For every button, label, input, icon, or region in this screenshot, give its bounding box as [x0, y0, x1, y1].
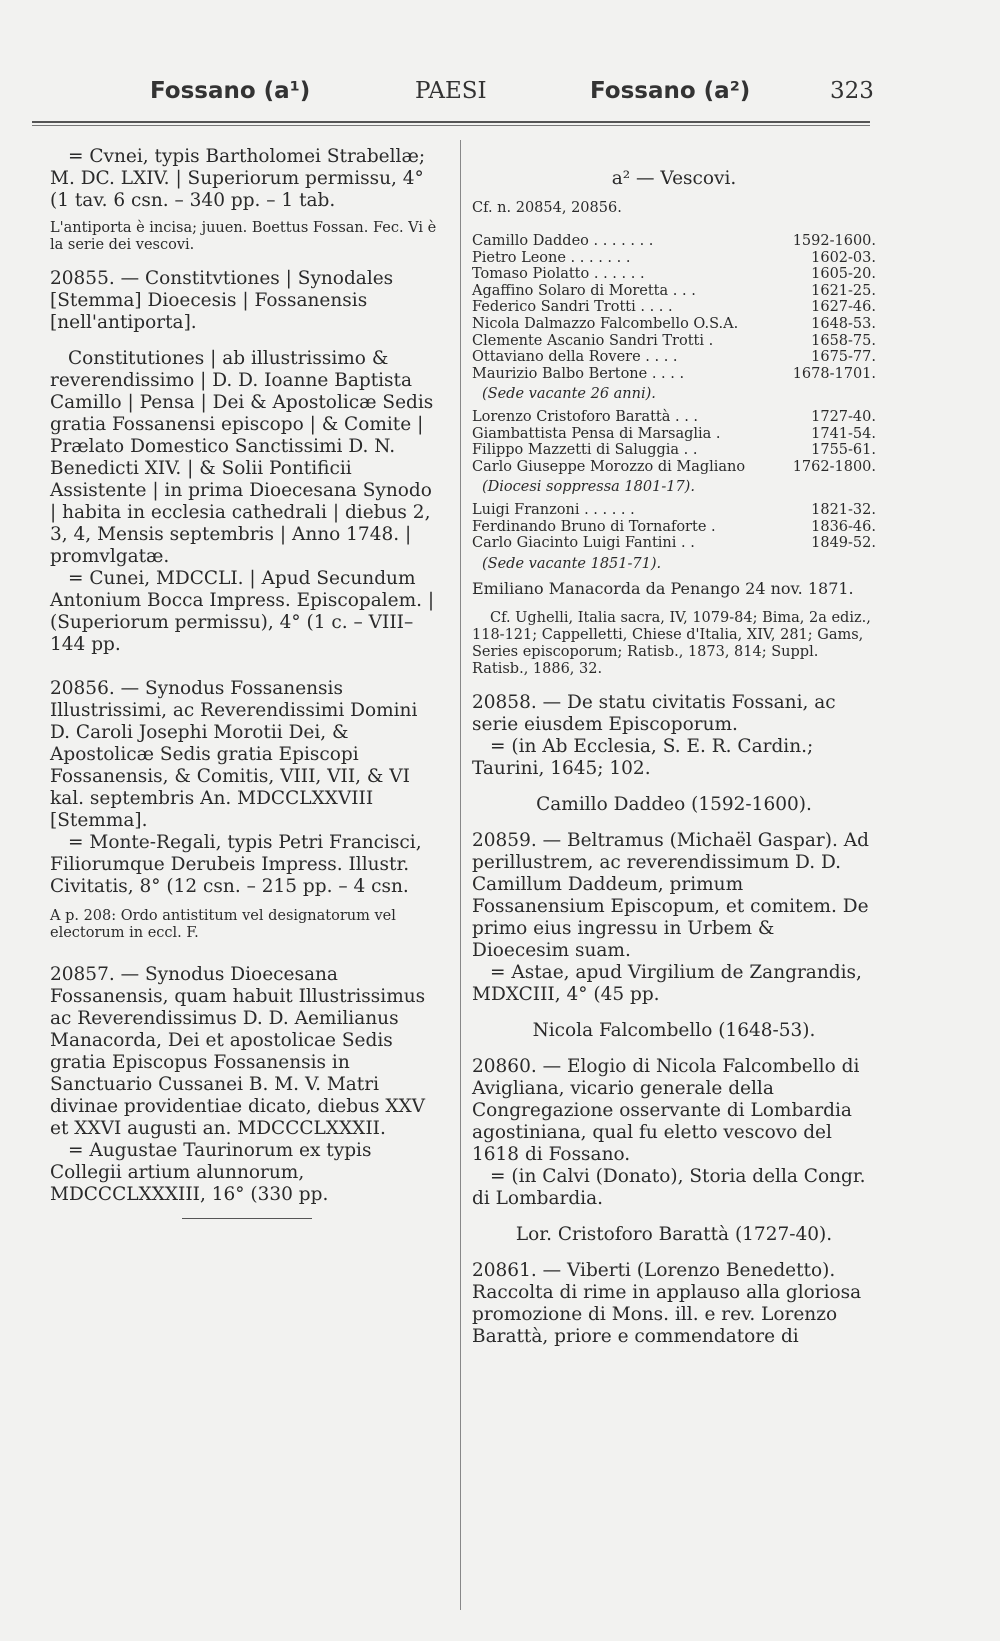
header-rule [32, 121, 870, 123]
left-column [50, 146, 443, 1231]
page-number: 323 [830, 78, 874, 104]
running-head-left: Fossano (a¹) [150, 78, 311, 104]
entry-20860-body: 20860. — Elogio di Nicola Falcombello di Avigliana, vicario generale della Congregazione osservante di Lombardia agostiniana, qual fu eletto vescovo del 1618 di Fossano. [472, 1056, 860, 1166]
subheading-baratta: Lor. Cristoforo Barattà (1727-40). [515, 1224, 833, 1246]
entry-20857-imprint: = Augustae Taurinorum ex typis Collegii artium alunnorum, MDCCCLXXXIII, 16° (330 pp. [50, 1140, 372, 1205]
bishop-row: Ottaviano della Rovere . . . . 1675-77. [472, 349, 876, 366]
bishop-row: Tomaso Piolatto . . . . . . 1605-20. [472, 266, 876, 283]
entry-20856-body: 20856. — Synodus Fossanensis Illustrissimi, ac Reverendissimi Domini D. Caroli Josephi Morotii Dei, & Apostolicæ Sedis gratia Episcopi Fossanensis, & Comitis, VIII, VII, & VI kal. septembris An. MDCCLXXVIII [Stemma]. [50, 678, 418, 831]
entry-note: L'antiporta è incisa; juuen. Boettus Fossan. Fec. Vi è la serie dei vescovi. [50, 220, 437, 253]
bishop-row: Nicola Dalmazzo Falcombello O.S.A. 1648-53. [472, 315, 876, 332]
bishops-table [472, 233, 876, 572]
bishop-row: Clemente Ascanio Sandri Trotti . 1658-75. [472, 332, 876, 349]
bishop-row: Filippo Mazzetti di Saluggia . . 1755-61. [472, 442, 876, 459]
entry-20858-imprint: = (in Ab Ecclesia, S. E. R. Cardin.; Taurini, 1645; 102. [472, 736, 814, 780]
header-rule-thin [32, 125, 870, 126]
running-head-right: Fossano (a²) [590, 78, 751, 104]
bishop-row: Agaffino Solaro di Moretta . . . 1621-25. [472, 282, 876, 299]
bibliography-note: Cf. Ughelli, Italia sacra, IV, 1079-84; Bima, 2a ediz., 118-121; Cappelletti, Chiese d'Italia, XIV, 281; Gams, Series episcoporum; Ratisb., 1873, 814; Suppl. Ratisb., 1886, 32. [472, 610, 871, 678]
entry-imprint: = Cvnei, typis Bartholomei Strabellæ; M. DC. LXIV. | Superiorum permissu, 4° (1 tav. 6 csn. – 340 pp. – 1 tab. [50, 146, 426, 211]
section-title: a² — Vescovi. [611, 168, 737, 189]
running-head-center: PAESI [415, 78, 487, 104]
bishop-row: Federico Sandri Trotti . . . . 1627-46. [472, 299, 876, 316]
subheading-daddeo: Camillo Daddeo (1592-1600). [536, 794, 812, 816]
suppression-note: (Diocesi soppressa 1801-17). [482, 479, 695, 496]
entry-20856-imprint: = Monte-Regali, typis Petri Francisci, Filiorumque Derubeis Impress. Illustr. Civitatis, 8° (12 csn. – 215 pp. – 4 csn. [50, 832, 422, 897]
vacancy-note: (Sede vacante 26 anni). [482, 386, 656, 403]
bishop-row: Pietro Leone . . . . . . . 1602-03. [472, 249, 876, 266]
bishop-row: Maurizio Balbo Bertone . . . . 1678-1701. [472, 365, 876, 382]
column-separator [460, 140, 461, 1610]
bishop-row: Ferdinando Bruno di Tornaforte . 1836-46. [472, 518, 876, 535]
section-divider [182, 1218, 312, 1219]
vacancy-note: (Sede vacante 1851-71). [482, 555, 662, 572]
bishop-row: Carlo Giuseppe Morozzo di Magliano 1762-1800. [472, 458, 876, 475]
last-bishop: Emiliano Manacorda da Penango 24 nov. 1871. [472, 579, 854, 599]
bishop-row: Carlo Giacinto Luigi Fantini . . 1849-52. [472, 535, 876, 552]
entry-20857-body: 20857. — Synodus Dioecesana Fossanensis, quam habuit Illustrissimus ac Reverendissimus D. D. Aemilianus Manacorda, Dei et apostolicae Sedis gratia Episcopus Fossanensis in Sanctuario Cussanei B. M. V. Matri divinae providentiae dicato, diebus XXV et XXVI augusti an. MDCCCLXXXII. [50, 964, 426, 1139]
entry-20856-note: A p. 208: Ordo antistitum vel designatorum vel electorum in eccl. F. [50, 908, 396, 941]
right-column [472, 146, 876, 1348]
entry-20855-title: 20855. — Constitvtiones | Synodales [Stemma] Dioecesis | Fossanensis [nell'antiporta]. [50, 268, 394, 333]
bishops-group-3 [472, 502, 876, 552]
entry-20855-body: Constitutiones | ab illustrissimo & reverendissimo | D. D. Ioanne Baptista Camillo | Pensa | Dei & Apostolicæ Sedis gratia Fossanensi episcopo | & Comite | Prælato Domestico Sanctissimi D. N. Benedicti XIV. | & Solii Pontificii Assistente | in prima Dioecesana Synodo | habita in ecclesia cathedrali | diebus 2, 3, 4, Mensis septembris | Anno 1748. | promvlgatæ. [50, 348, 434, 567]
entry-20858-body: 20858. — De statu civitatis Fossani, ac serie eiusdem Episcoporum. [472, 692, 836, 736]
bishops-group-1 [472, 233, 876, 382]
subheading-falcombello: Nicola Falcombello (1648-53). [532, 1020, 816, 1042]
entry-20861-body: 20861. — Viberti (Lorenzo Benedetto). Raccolta di rime in applauso alla gloriosa promozione di Mons. ill. e rev. Lorenzo Barattà, priore e commendatore di [472, 1260, 862, 1348]
bishops-group-2 [472, 409, 876, 475]
entry-20855-imprint: = Cunei, MDCCLI. | Apud Secundum Antonium Bocca Impress. Episcopalem. | (Superiorum permissu), 4° (1 c. – VIII–144 pp. [50, 568, 435, 655]
entry-20859-imprint: = Astae, apud Virgilium de Zangrandis, MDXCIII, 4° (45 pp. [472, 962, 862, 1006]
bishop-row: Luigi Franzoni . . . . . . 1821-32. [472, 501, 876, 518]
bishop-row: Giambattista Pensa di Marsaglia . 1741-54. [472, 425, 876, 442]
cross-reference: Cf. n. 20854, 20856. [472, 200, 622, 216]
entry-20860-imprint: = (in Calvi (Donato), Storia della Congr. di Lombardia. [472, 1166, 866, 1210]
bishop-row: Camillo Daddeo . . . . . . . 1592-1600. [472, 233, 876, 249]
bishop-row: Lorenzo Cristoforo Barattà . . . 1727-40. [472, 408, 876, 425]
entry-20859-body: 20859. — Beltramus (Michaël Gaspar). Ad perillustrem, ac reverendissimum D. D. Camillum Daddeum, primum Fossanensium Episcopum, et comitem. De primo eius ingressu in Urbem & Dioecesim suam. [472, 830, 869, 962]
